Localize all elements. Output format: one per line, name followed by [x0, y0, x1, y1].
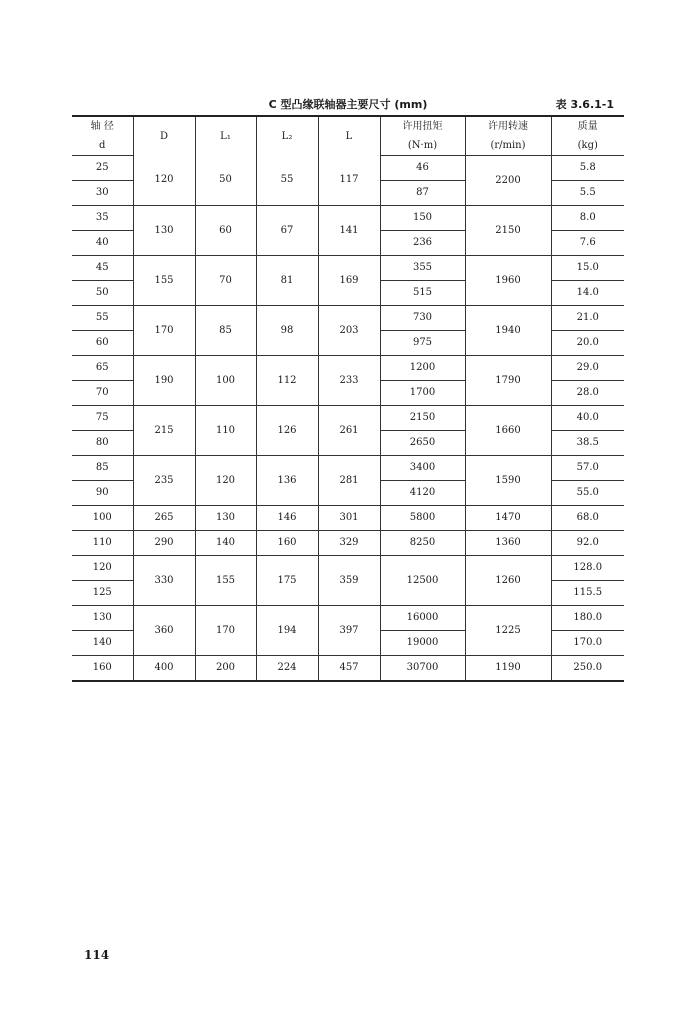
cell-mass: 40.0 [551, 406, 624, 431]
cell-d: 110 [72, 531, 133, 556]
cell-mass: 38.5 [551, 431, 624, 456]
cell-L1: 50 [195, 156, 256, 206]
cell-d: 85 [72, 456, 133, 481]
cell-d: 55 [72, 306, 133, 331]
cell-L1: 120 [195, 456, 256, 506]
cell-torque: 87 [380, 181, 465, 206]
cell-d: 25 [72, 156, 133, 181]
cell-D: 360 [133, 606, 195, 656]
cell-L1: 155 [195, 556, 256, 606]
table-row [72, 531, 624, 556]
cell-torque: 46 [380, 156, 465, 181]
cell-torque: 236 [380, 231, 465, 256]
cell-d: 90 [72, 481, 133, 506]
table-row [72, 606, 624, 631]
cell-speed: 1940 [465, 306, 551, 356]
cell-mass: 57.0 [551, 456, 624, 481]
cell-d: 80 [72, 431, 133, 456]
cell-d: 30 [72, 181, 133, 206]
header-mass: 质量 [551, 116, 624, 136]
cell-mass: 128.0 [551, 556, 624, 581]
header-shaft-symbol: d [72, 136, 133, 156]
cell-L: 457 [318, 656, 380, 682]
cell-D: 400 [133, 656, 195, 682]
cell-L2: 160 [256, 531, 318, 556]
cell-D: 130 [133, 206, 195, 256]
cell-torque: 3400 [380, 456, 465, 481]
cell-d: 75 [72, 406, 133, 431]
cell-L: 359 [318, 556, 380, 606]
cell-torque: 1200 [380, 356, 465, 381]
cell-torque: 5800 [380, 506, 465, 531]
cell-L1: 70 [195, 256, 256, 306]
cell-D: 265 [133, 506, 195, 531]
cell-L2: 146 [256, 506, 318, 531]
cell-d: 40 [72, 231, 133, 256]
header-speed: 许用转速 [465, 116, 551, 136]
cell-speed: 1260 [465, 556, 551, 606]
header-mass-unit: (kg) [551, 136, 624, 156]
cell-speed: 1470 [465, 506, 551, 531]
cell-torque: 2150 [380, 406, 465, 431]
cell-torque: 8250 [380, 531, 465, 556]
cell-torque: 2650 [380, 431, 465, 456]
cell-d: 125 [72, 581, 133, 606]
cell-D: 330 [133, 556, 195, 606]
header-L: L [318, 116, 380, 156]
cell-mass: 55.0 [551, 481, 624, 506]
cell-L2: 81 [256, 256, 318, 306]
cell-speed: 1225 [465, 606, 551, 656]
table-row [72, 256, 624, 281]
cell-L: 233 [318, 356, 380, 406]
cell-L2: 136 [256, 456, 318, 506]
cell-D: 290 [133, 531, 195, 556]
cell-L2: 112 [256, 356, 318, 406]
cell-D: 155 [133, 256, 195, 306]
cell-L: 329 [318, 531, 380, 556]
cell-L2: 55 [256, 156, 318, 206]
header-L2: L₂ [256, 116, 318, 156]
cell-L1: 110 [195, 406, 256, 456]
cell-d: 50 [72, 281, 133, 306]
cell-L2: 224 [256, 656, 318, 682]
cell-mass: 21.0 [551, 306, 624, 331]
coupling-dimensions-table [72, 115, 624, 682]
cell-L1: 170 [195, 606, 256, 656]
cell-speed: 1590 [465, 456, 551, 506]
cell-D: 190 [133, 356, 195, 406]
header-torque: 许用扭矩 [380, 116, 465, 136]
cell-mass: 8.0 [551, 206, 624, 231]
cell-L: 203 [318, 306, 380, 356]
cell-L: 261 [318, 406, 380, 456]
cell-L1: 130 [195, 506, 256, 531]
cell-mass: 250.0 [551, 656, 624, 682]
cell-L1: 140 [195, 531, 256, 556]
cell-torque: 730 [380, 306, 465, 331]
table-number: 表 3.6.1-1 [555, 98, 614, 111]
table-row [72, 406, 624, 431]
cell-L: 301 [318, 506, 380, 531]
cell-L: 141 [318, 206, 380, 256]
cell-mass: 180.0 [551, 606, 624, 631]
cell-d: 130 [72, 606, 133, 631]
cell-D: 215 [133, 406, 195, 456]
cell-L2: 67 [256, 206, 318, 256]
cell-speed: 1960 [465, 256, 551, 306]
cell-speed: 1360 [465, 531, 551, 556]
cell-mass: 68.0 [551, 506, 624, 531]
table-row [72, 556, 624, 581]
cell-torque: 16000 [380, 606, 465, 631]
cell-speed: 1790 [465, 356, 551, 406]
cell-L2: 175 [256, 556, 318, 606]
cell-d: 100 [72, 506, 133, 531]
cell-torque: 19000 [380, 631, 465, 656]
cell-L2: 98 [256, 306, 318, 356]
cell-L1: 85 [195, 306, 256, 356]
cell-mass: 28.0 [551, 381, 624, 406]
cell-torque: 355 [380, 256, 465, 281]
cell-L2: 126 [256, 406, 318, 456]
cell-torque: 515 [380, 281, 465, 306]
cell-D: 235 [133, 456, 195, 506]
cell-L2: 194 [256, 606, 318, 656]
cell-L: 397 [318, 606, 380, 656]
cell-mass: 20.0 [551, 331, 624, 356]
cell-torque: 12500 [380, 556, 465, 606]
table-row [72, 156, 624, 181]
cell-mass: 170.0 [551, 631, 624, 656]
cell-speed: 1660 [465, 406, 551, 456]
cell-d: 45 [72, 256, 133, 281]
cell-d: 160 [92, 662, 112, 673]
header-D: D [133, 116, 195, 156]
cell-mass: 5.5 [551, 181, 624, 206]
cell-d: 70 [72, 381, 133, 406]
table-row [72, 356, 624, 381]
cell-L1: 100 [195, 356, 256, 406]
cell-mass: 15.0 [551, 256, 624, 281]
cell-mass: 92.0 [551, 531, 624, 556]
cell-L: 117 [318, 156, 380, 206]
cell-d: 120 [72, 556, 133, 581]
table-row [72, 656, 624, 682]
page-number: 114 [84, 948, 110, 962]
cell-L: 169 [318, 256, 380, 306]
cell-d: 140 [72, 631, 133, 656]
cell-torque: 4120 [380, 481, 465, 506]
cell-L1: 60 [195, 206, 256, 256]
table-row [72, 506, 624, 531]
cell-torque: 30700 [380, 656, 465, 682]
header-torque-unit: (N·m) [380, 136, 465, 156]
table-row [72, 206, 624, 231]
cell-L1: 200 [195, 656, 256, 682]
cell-torque: 150 [380, 206, 465, 231]
table-row [72, 306, 624, 331]
cell-mass: 14.0 [551, 281, 624, 306]
cell-mass: 5.8 [551, 156, 624, 181]
cell-d: 65 [72, 356, 133, 381]
cell-d: 35 [72, 206, 133, 231]
table-caption [72, 94, 624, 112]
cell-D: 120 [133, 156, 195, 206]
header-speed-unit: (r/min) [465, 136, 551, 156]
cell-D: 170 [133, 306, 195, 356]
cell-mass: 7.6 [551, 231, 624, 256]
cell-mass: 29.0 [551, 356, 624, 381]
cell-L: 281 [318, 456, 380, 506]
table-row [72, 456, 624, 481]
cell-torque: 1700 [380, 381, 465, 406]
table-title: C 型凸缘联轴器主要尺寸 (mm) [268, 98, 428, 111]
cell-torque: 975 [380, 331, 465, 356]
header-shaft-diameter: 轴 径 [90, 121, 114, 132]
header-L1: L₁ [195, 116, 256, 156]
cell-speed: 1190 [465, 656, 551, 682]
cell-d: 60 [72, 331, 133, 356]
cell-speed: 2150 [465, 206, 551, 256]
cell-mass: 115.5 [551, 581, 624, 606]
cell-speed: 2200 [465, 156, 551, 206]
